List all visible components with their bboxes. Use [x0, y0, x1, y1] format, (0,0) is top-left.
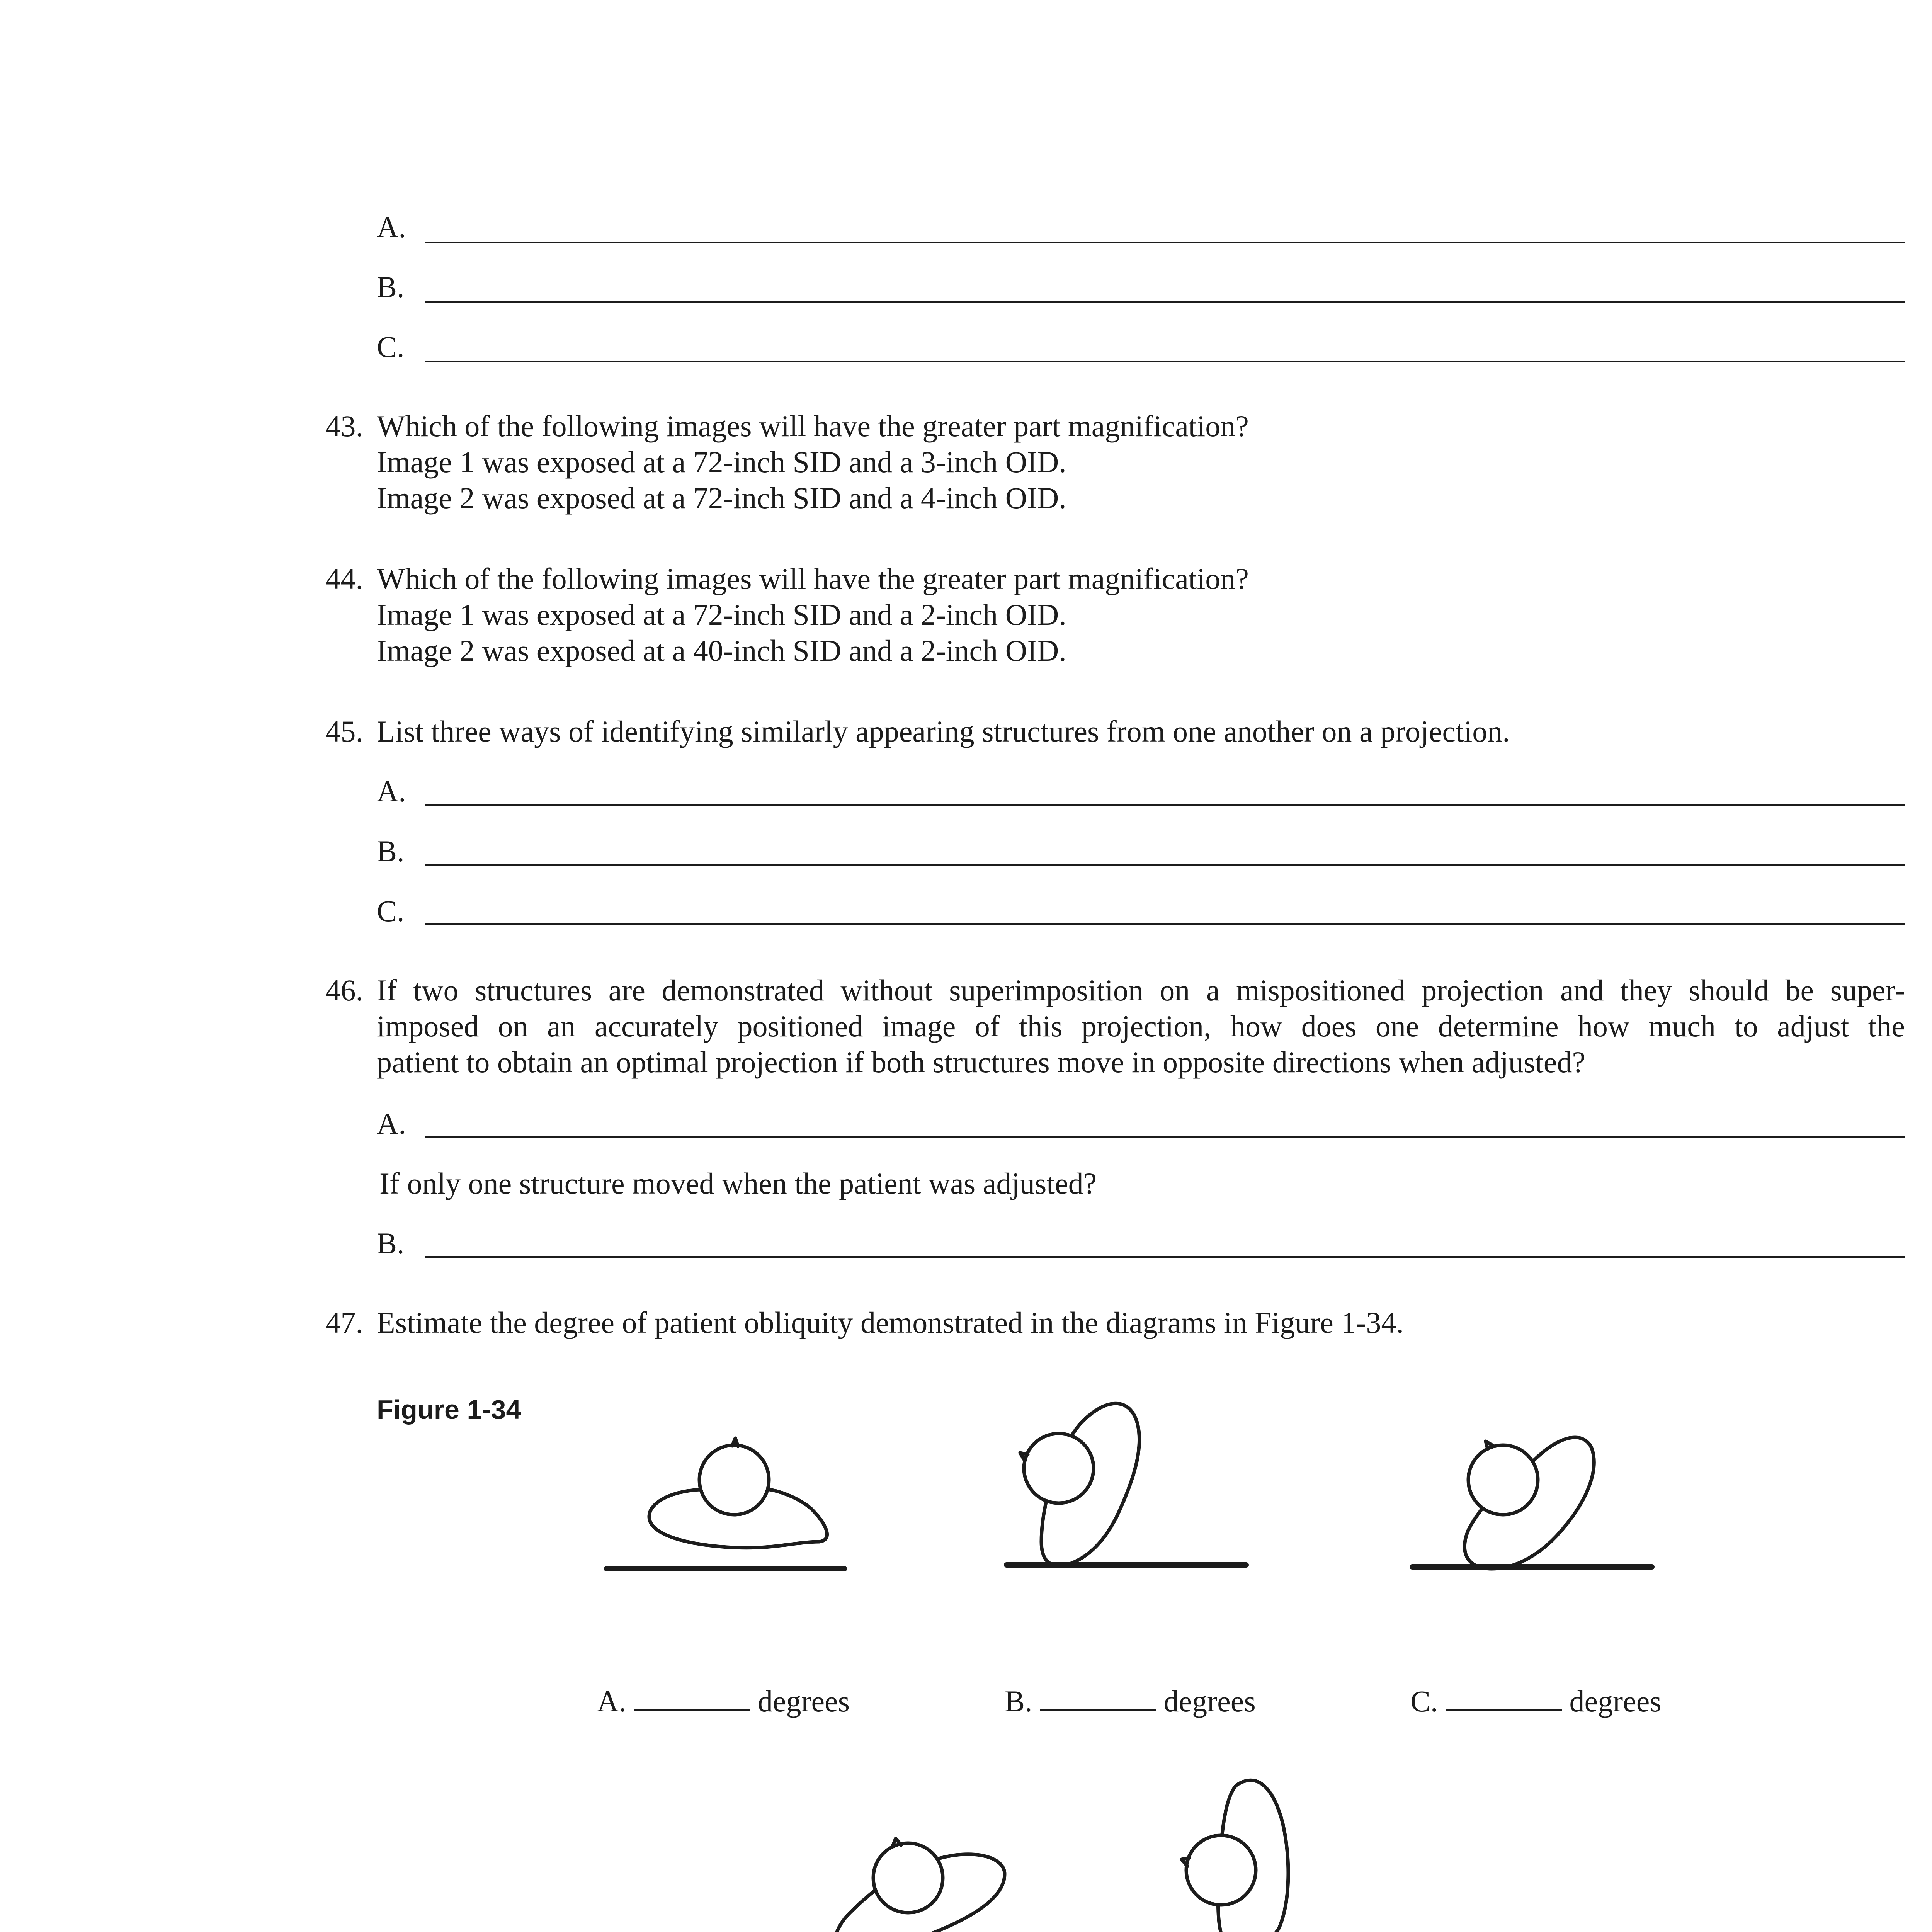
figure-answer-a: [597, 1683, 850, 1720]
question-44-text: Which of the following images will have the greater part magnification?: [377, 562, 1249, 595]
answer-label-b: B.: [377, 270, 405, 304]
figure-answer-c-blank[interactable]: [1446, 1685, 1562, 1711]
answer-label-a: A.: [377, 210, 406, 244]
question-43-text: Which of the following images will have the greater part magnification?: [377, 409, 1249, 443]
q45-label-b: B.: [377, 834, 405, 868]
figure-answer-c-unit: degrees: [1569, 1684, 1662, 1718]
question-46-line3: patient to obtain an optimal projection if both structures move in opposite directions when adjusted?: [377, 1045, 1585, 1079]
answer-label-c: C.: [377, 330, 405, 364]
figure-label: Figure 1-34: [377, 1395, 521, 1425]
figure-answer-a-blank[interactable]: [634, 1685, 750, 1711]
figure-answer-b-blank[interactable]: [1040, 1685, 1156, 1711]
question-44-image2: Image 2 was exposed at a 40-inch SID and a 2-inch OID.: [377, 634, 1066, 667]
q46-followup-text: If only one structure moved when the patient was adjusted?: [379, 1167, 1097, 1200]
question-46-line1: If two structures are demonstrated without superimposition on a mispositioned projection and they should be super-: [377, 973, 1905, 1007]
question-43-image1: Image 1 was exposed at a 72-inch SID and a 3-inch OID.: [377, 445, 1066, 479]
q46-label-b: B.: [377, 1226, 405, 1260]
q45-label-c: C.: [377, 894, 405, 928]
diagram-d-obliquity: [771, 1838, 1010, 1932]
diagram-a-obliquity: [607, 1438, 844, 1569]
diagram-b-obliquity: [1007, 1403, 1246, 1566]
question-44-image1: Image 1 was exposed at a 72-inch SID and a 2-inch OID.: [377, 598, 1066, 631]
figure-answer-b-unit: degrees: [1163, 1684, 1256, 1718]
figure-answer-a-letter: A.: [597, 1684, 626, 1718]
question-46-number: 46.: [325, 973, 363, 1007]
diagram-c-obliquity: [1412, 1437, 1652, 1569]
question-47-text: Estimate the degree of patient obliquity demonstrated in the diagrams in Figure 1-34.: [377, 1306, 1404, 1339]
question-47-number: 47.: [325, 1306, 363, 1339]
figure-answer-c: [1410, 1683, 1662, 1720]
question-45-number: 45.: [325, 714, 363, 748]
q46-label-a: A.: [377, 1107, 406, 1140]
figure-answer-b-letter: B.: [1005, 1684, 1032, 1718]
question-43-image2: Image 2 was exposed at a 72-inch SID and a 4-inch OID.: [377, 481, 1066, 515]
figure-answer-b: [1005, 1683, 1256, 1720]
question-45-text: List three ways of identifying similarly appearing structures from one another on a projection.: [377, 714, 1510, 748]
diagram-e-obliquity: [1182, 1780, 1443, 1932]
q45-label-a: A.: [377, 774, 406, 808]
question-44-number: 44.: [325, 562, 363, 595]
question-46-line2: imposed on an accurately positioned image of this projection, how does one determine how much to adjust the: [377, 1009, 1905, 1043]
question-43-number: 43.: [325, 409, 363, 443]
figure-answer-c-letter: C.: [1410, 1684, 1438, 1718]
figure-answer-a-unit: degrees: [757, 1684, 850, 1718]
